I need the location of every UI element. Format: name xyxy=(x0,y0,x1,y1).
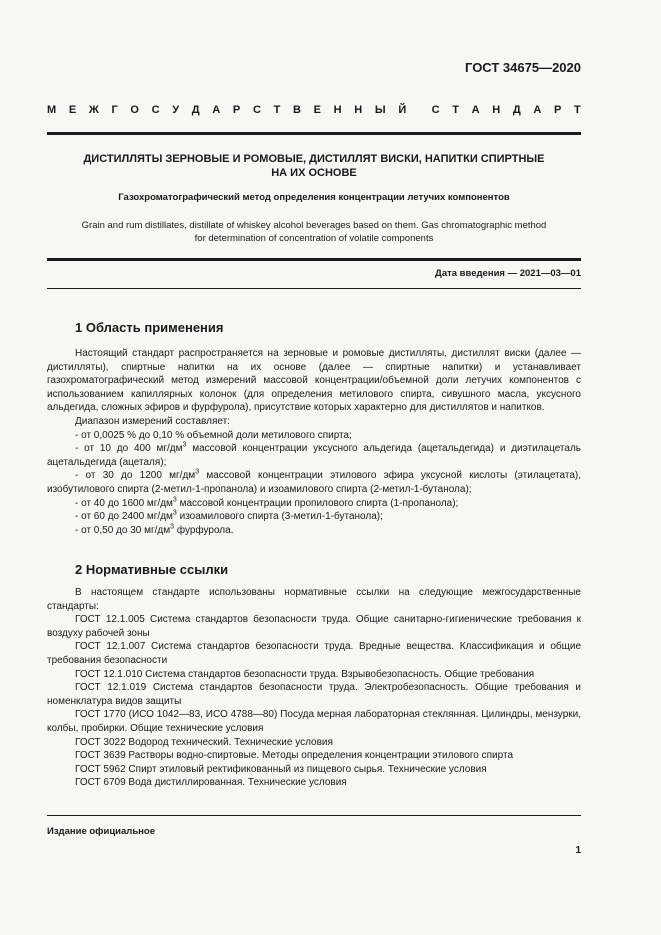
paragraph: Настоящий стандарт распространяется на зерновые и ромовые дистилляты, дистиллят виски (далее — дистилляты), спиртные напитки на их основе (далее — спиртные напитки) и устанавливает газохроматографический метод измерений массовой концентрации/объемной доли летучих компонентов с использованием капиллярных колонок (для определения метилового спирта, сивушного масла, уксусного альдегида, сложных эфиров и фурфурола), присутствие которых характерно для дистиллятов и напитков. xyxy=(47,348,581,414)
section-1-heading: 1 Область применения xyxy=(75,320,224,335)
normative-reference: ГОСТ 12.1.007 Система стандартов безопасности труда. Вредные вещества. Классификация и общие требования безопасности xyxy=(47,641,581,666)
banner-letter: С xyxy=(151,104,160,116)
banner-letter: С xyxy=(431,104,440,116)
section-2-body xyxy=(47,586,581,790)
paragraph: Диапазон измерений составляет: xyxy=(75,415,230,427)
list-item xyxy=(47,442,581,469)
banner-letter: Е xyxy=(68,104,77,116)
list-item-text: массовой концентрации этилового эфира уксусной кислоты (этилацетата), изобутилового спирта (2-метил-1-пропанола) и изоамилового спирта (2-метил-1-бутанола); xyxy=(47,470,582,495)
superscript: 3 xyxy=(170,523,175,531)
interstate-standard-banner xyxy=(47,104,581,116)
banner-letter: М xyxy=(47,104,57,116)
banner-letter: Й xyxy=(398,104,407,116)
banner-letter: Д xyxy=(191,104,200,116)
normative-reference: ГОСТ 12.1.005 Система стандартов безопасности труда. Общие санитарно-гигиенические требования к воздуху рабочей зоны xyxy=(47,614,581,639)
banner-letter: Р xyxy=(232,104,241,116)
banner-letter: А xyxy=(471,104,480,116)
banner-letter: Н xyxy=(492,104,501,116)
banner-letter: Т xyxy=(574,104,581,116)
english-title-line: for determination of concentration of volatile components xyxy=(194,233,434,244)
banner-letter: Ж xyxy=(88,104,99,116)
page-number: 1 xyxy=(575,845,581,856)
superscript: 3 xyxy=(182,441,187,449)
superscript: 3 xyxy=(195,469,200,477)
normative-reference: ГОСТ 6709 Вода дистиллированная. Технические условия xyxy=(75,777,347,789)
document-subtitle: Газохроматографический метод определения концентрации летучих компонентов xyxy=(118,192,510,203)
normative-reference: ГОСТ 3022 Водород технический. Технические условия xyxy=(75,736,333,748)
banner-letter: Г xyxy=(111,104,118,116)
superscript: 3 xyxy=(172,509,177,517)
banner-letter: У xyxy=(172,104,180,116)
banner-letter: О xyxy=(130,104,139,116)
banner-letter: Д xyxy=(512,104,521,116)
banner-letter: Т xyxy=(452,104,459,116)
list-item xyxy=(47,429,581,443)
list-item xyxy=(47,497,581,511)
banner-letter: Р xyxy=(553,104,562,116)
english-title-line: Grain and rum distillates, distillate of whiskey alcohol beverages based on them. Gas chromatographic method xyxy=(81,220,547,231)
list-item-text: - от 40 до 1600 мг/дм xyxy=(75,497,173,509)
banner-letter: В xyxy=(292,104,301,116)
list-item-text: фурфурола. xyxy=(174,524,234,536)
list-item-text: массовой концентрации пропилового спирта (1-пропанола); xyxy=(176,497,459,509)
title-line: НА ИХ ОСНОВЕ xyxy=(271,167,357,179)
banner-letter: С xyxy=(252,104,261,116)
normative-reference: ГОСТ 12.1.010 Система стандартов безопасности труда. Взрывобезопасность. Общие требования xyxy=(75,668,535,680)
title-line: ДИСТИЛЛЯТЫ ЗЕРНОВЫЕ И РОМОВЫЕ, ДИСТИЛЛЯТ ВИСКИ, НАПИТКИ СПИРТНЫЕ xyxy=(83,153,545,165)
banner-letter: Ы xyxy=(374,104,386,116)
normative-reference: ГОСТ 5962 Спирт этиловый ректификованный из пищевого сырья. Технические условия xyxy=(75,763,487,775)
banner-letter: Н xyxy=(333,104,342,116)
superscript: 3 xyxy=(172,496,177,504)
title-rule xyxy=(47,258,581,261)
introduction-date: Дата введения — 2021—03—01 xyxy=(435,268,581,279)
paragraph: В настоящем стандарте использованы нормативные ссылки на следующие межгосударственные стандарты: xyxy=(47,587,581,612)
banner-letter: Н xyxy=(354,104,363,116)
list-item-text: - от 0,0025 % до 0,10 % объемной доли метилового спирта; xyxy=(75,429,352,441)
banner-letter: А xyxy=(533,104,542,116)
header-rule xyxy=(47,132,581,135)
list-item xyxy=(47,469,581,496)
list-item xyxy=(47,510,581,524)
date-rule xyxy=(47,288,581,289)
banner-letter: Т xyxy=(273,104,281,116)
list-item-text: - от 10 до 400 мг/дм xyxy=(75,443,183,455)
gost-code: ГОСТ 34675—2020 xyxy=(465,60,581,75)
list-item xyxy=(47,524,581,538)
section-1-body xyxy=(47,347,581,537)
list-item-text: - от 0,50 до 30 мг/дм xyxy=(75,524,171,536)
banner-letter: Е xyxy=(313,104,321,116)
banner-letter: А xyxy=(212,104,221,116)
list-item-text: массовой концентрации уксусного альдегида (ацетальдегида) и диэтилацеталь ацетальдегида (ацеталя); xyxy=(47,443,581,468)
list-item-text: - от 30 до 1200 мг/дм xyxy=(75,470,196,482)
official-edition-label: Издание официальное xyxy=(47,826,155,837)
normative-reference: ГОСТ 1770 (ИСО 1042—83, ИСО 4788—80) Посуда мерная лабораторная стеклянная. Цилиндры, мензурки, колбы, пробирки. Общие технические условия xyxy=(47,709,581,734)
list-item-text: - от 60 до 2400 мг/дм xyxy=(75,511,173,523)
normative-reference: ГОСТ 3639 Растворы водно-спиртовые. Методы определения концентрации этилового спирта xyxy=(75,750,514,762)
document-title xyxy=(47,152,581,180)
list-item-text: изоамилового спирта (3-метил-1-бутанола); xyxy=(176,511,383,523)
footer-rule xyxy=(47,815,581,816)
normative-reference: ГОСТ 12.1.019 Система стандартов безопасности труда. Электробезопасность. Общие требования и номенклатура видов защиты xyxy=(47,682,581,707)
section-2-heading: 2 Нормативные ссылки xyxy=(75,562,229,577)
english-title xyxy=(47,219,581,245)
